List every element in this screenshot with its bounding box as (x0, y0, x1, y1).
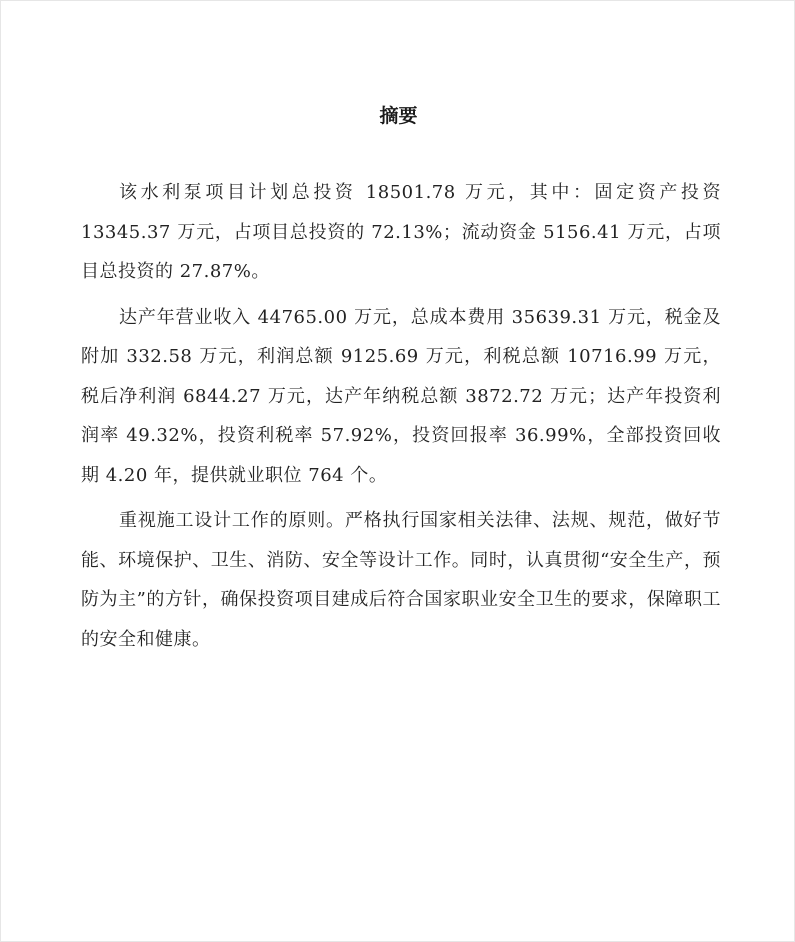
paragraph-financials: 达产年营业收入 44765.00 万元，总成本费用 35639.31 万元，税金及附加 332.58 万元，利润总额 9125.69 万元，利税总额 10716.99 万元，税后净利润 6844.27 万元，达产年纳税总额 3872.72 万元；达产年投资利润率 49.32%，投资利税率 57.92%，投资回报率 36.99%，全部投资回收期 4.20 年，提供就业职位 764 个。 (81, 306, 721, 486)
page-title: 摘要 (379, 105, 418, 127)
paragraph-investment: 该水利泵项目计划总投资 18501.78 万元，其中：固定资产投资 13345.37 万元，占项目总投资的 72.13%；流动资金 5156.41 万元，占项目总投资的 27.87%。 (81, 182, 721, 282)
paragraph-design-principles: 重视施工设计工作的原则。严格执行国家相关法律、法规、规范，做好节能、环境保护、卫生、消防、安全等设计工作。同时，认真贯彻“安全生产，预防为主”的方针，确保投资项目建成后符合国家职业安全卫生的要求，保障职工的安全和健康。 (81, 510, 721, 650)
document-body (81, 173, 721, 665)
